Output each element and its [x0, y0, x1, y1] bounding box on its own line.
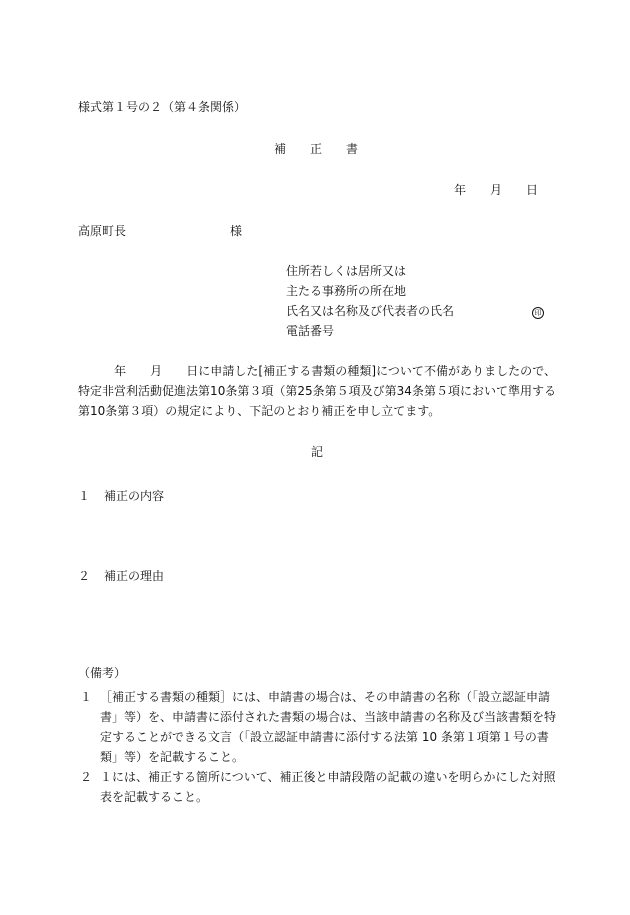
remark-number: １ — [80, 690, 93, 704]
remark-number: ２ — [80, 770, 93, 784]
addressee-honorific: 様 — [230, 224, 243, 238]
seal-icon — [532, 305, 544, 319]
document-title: 補 正 書 — [274, 142, 359, 156]
date-line: 年 月 日 — [454, 183, 539, 197]
remark-text: １には、補正する箇所について、補正後と申請段階の記載の違いを明らかにした対照表を記載すること。 — [100, 770, 556, 804]
section-reason — [78, 570, 164, 582]
remark-text: ［補正する書類の種類］には、申請書の場合は、その申請書の名称（「設立認証申請書」等）を、申請書に添付された書類の場合は、当該申請書の名称及び当該書類を特定することができる文言（「設立認証申請書に添付する法第 10 条第１項第１号の書類」等）を記載すること。 — [100, 690, 557, 764]
remark-item — [78, 767, 558, 807]
section-label: 補正の内容 — [104, 489, 165, 503]
applicant-address-label: 住所若しくは居所又は — [286, 264, 407, 278]
section-label: 補正の理由 — [104, 569, 165, 583]
body-paragraph: 年 月 日に申請した[補正する書類の種類]について不備がありましたので、特定非営利活動促進法第10条第３項（第25条第５項及び第34条第５項において準用する第10条第３項）の規定により、下記のとおり補正を申し立てます。 — [78, 364, 556, 418]
applicant-office-label: 主たる事務所の所在地 — [286, 284, 407, 298]
applicant-phone-label: 電話番号 — [286, 324, 335, 338]
remarks-heading: （備考） — [78, 666, 127, 680]
ki-heading: 記 — [311, 445, 324, 459]
form-number: 様式第１号の２（第４条関係） — [78, 100, 247, 114]
remarks-list — [78, 687, 558, 807]
section-content — [78, 490, 164, 502]
remark-item — [78, 687, 558, 767]
section-number: １ — [78, 489, 91, 503]
applicant-name-label: 氏名又は名称及び代表者の氏名 — [286, 304, 455, 318]
addressee-name: 高原町長 — [78, 224, 127, 238]
section-number: ２ — [78, 569, 91, 583]
seal-glyph: 印 — [532, 307, 544, 319]
